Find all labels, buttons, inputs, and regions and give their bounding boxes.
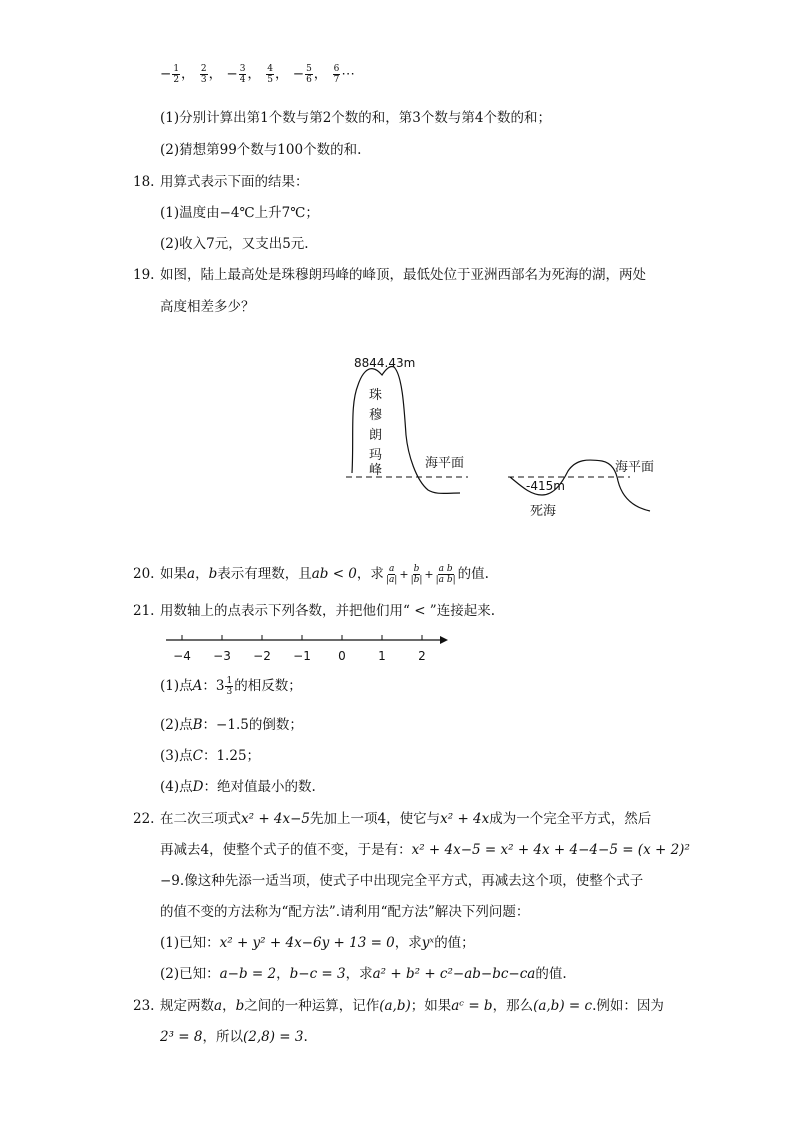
seq-term-3: − $\frac{3}{4}$ ， xyxy=(226,64,261,85)
number-line xyxy=(160,628,460,668)
number-line-tick-label: 1 xyxy=(378,649,386,663)
q18-part2: (2)收入7元，又支出5元. xyxy=(160,236,309,252)
number-line-arrow xyxy=(440,636,448,644)
seq-term-6: $\frac{6}{7}$ ⋯ xyxy=(333,64,355,85)
q23-line1: 规定两数a，b之间的一种运算，记作(a,b)；如果aᶜ = b，那么(a,b) = c.例如：因为 xyxy=(160,998,664,1014)
number-line-tick-label: −3 xyxy=(213,649,231,663)
q23-line2: 2³ = 8，所以(2,8) = 3. xyxy=(160,1029,308,1045)
q22-line1: 在二次三项式x² + 4x−5先加上一项4，使它与x² + 4x成为一个完全平方式，然后 xyxy=(160,811,652,827)
seq-term-1: − $\frac{1}{2}$ ， xyxy=(160,64,195,85)
q22-part1: (1)已知：x² + y² + 4x−6y + 13 = 0，求yˣ的值； xyxy=(160,935,475,951)
number-line-tick-label: −2 xyxy=(253,649,271,663)
q19-number: 19. xyxy=(133,267,155,283)
q18-stem: 用算式表示下面的结果： xyxy=(160,174,309,190)
q21-number: 21. xyxy=(133,603,155,619)
number-line-tick-label: −4 xyxy=(173,649,191,663)
mountain-char-1: 珠 xyxy=(369,388,383,403)
dead-sea-label: 死海 xyxy=(530,504,557,519)
q19-line2: 高度相差多少？ xyxy=(160,299,255,315)
seq-term-4: $\frac{4}{5}$ ， xyxy=(267,64,289,85)
q22-line3: −9.像这种先添一适当项，使式子中出现完全平方式，再减去这个项，使整个式子 xyxy=(160,873,644,889)
dead-sea-depth-label: -415m xyxy=(526,479,565,493)
q22-line4: 的值不变的方法称为“配方法”.请利用“配方法”解决下列问题： xyxy=(160,904,530,920)
q21-stem: 用数轴上的点表示下列各数，并把他们用“ < ”连接起来. xyxy=(160,603,495,619)
q22-part2: (2)已知：a−b = 2，b−c = 3，求a² + b² + c²−ab−bc−ca的值. xyxy=(160,966,567,982)
q21-part3: (3)点C：1.25； xyxy=(160,748,261,764)
q19-line1: 如图，陆上最高处是珠穆朗玛峰的峰顶，最低处位于亚洲西部名为死海的湖，两处 xyxy=(160,267,646,283)
q21-part4: (4)点D：绝对值最小的数. xyxy=(160,779,316,795)
q17-part1: (1)分别计算出第1个数与第2个数的和，第3个数与第4个数的和； xyxy=(160,110,551,126)
mountain-char-2: 穆 xyxy=(369,408,383,423)
seq-term-2: $\frac{2}{3}$ ， xyxy=(200,64,223,85)
q22-number: 22. xyxy=(133,811,155,827)
q20-number: 20. xyxy=(133,566,155,582)
q23-number: 23. xyxy=(133,998,155,1014)
mountain-char-5: 峰 xyxy=(369,463,383,478)
q18-part1: (1)温度由−4℃上升7℃； xyxy=(160,205,319,221)
q17-part2: (2)猜想第99个数与100个数的和. xyxy=(160,142,362,158)
number-line-tick-label: 2 xyxy=(418,649,426,663)
peak-height-label: 8844.43m xyxy=(354,356,416,370)
q21-part2: (2)点B：−1.5的倒数； xyxy=(160,717,303,733)
q18-number: 18. xyxy=(133,174,155,190)
mountain-char-3: 朗 xyxy=(369,428,383,443)
sea-level-label-right: 海平面 xyxy=(615,460,655,475)
sea-level-label-left: 海平面 xyxy=(425,456,465,471)
number-line-tick-label: 0 xyxy=(338,649,346,663)
number-line-tick-label: −1 xyxy=(293,649,311,663)
everest-deadsea-figure xyxy=(340,345,660,520)
q20-text: 如果a，b表示有理数，且ab < 0，求 $\frac{a}{|a|}$ + $\frac{b}{|b|}$ + $\frac{\text{a b}}{\text{|a b|}}$ 的值. xyxy=(160,564,489,585)
q22-line2: 再减去4，使整个式子的值不变，于是有：x² + 4x−5 = x² + 4x + 4−4−5 = (x + 2)² xyxy=(160,842,690,858)
seq-term-5: − $\frac{5}{6}$ ， xyxy=(292,64,328,85)
sequence-line xyxy=(160,64,355,85)
q21-part1: (1)点A：3 $\frac{1}{3}$ 的相反数； xyxy=(160,676,302,697)
mountain-char-4: 玛 xyxy=(369,448,383,463)
